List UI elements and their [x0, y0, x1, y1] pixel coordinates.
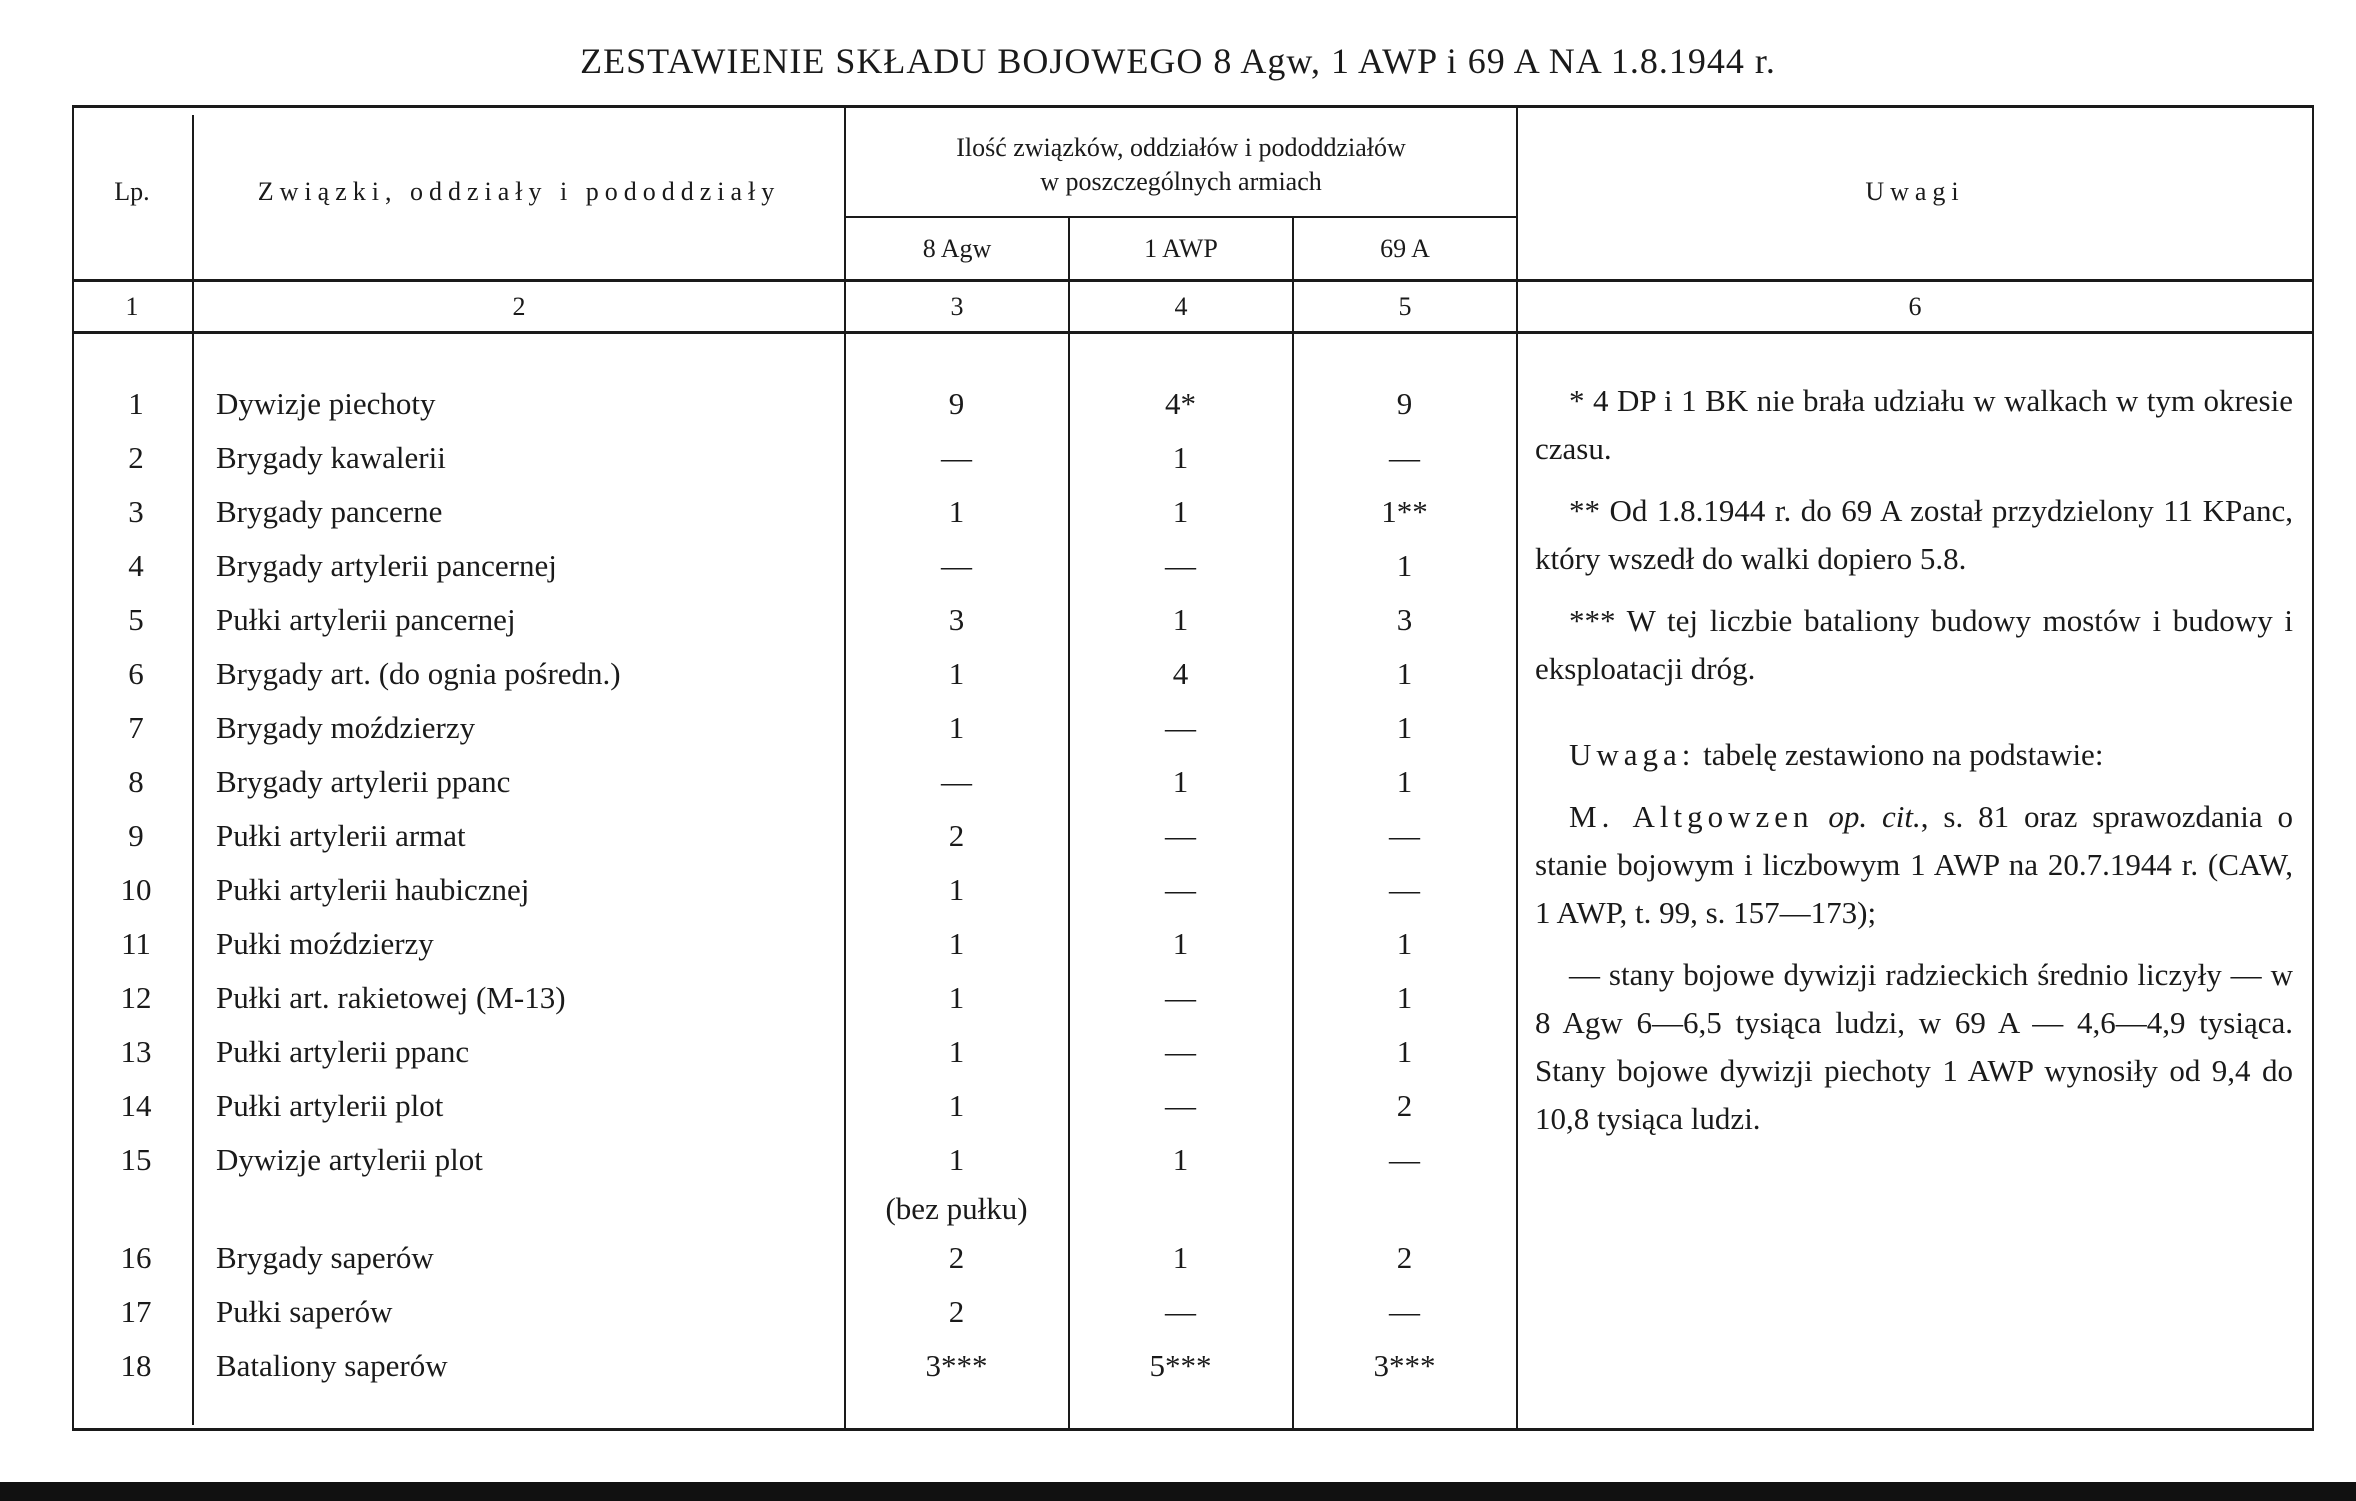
row-count-1awp: 4 — [1172, 656, 1189, 691]
row-count-69a: 2 — [1396, 1088, 1413, 1123]
row-lp: 15 — [120, 1142, 152, 1177]
header-units: Związki, oddziały i pododdziały — [257, 177, 781, 206]
row-lp: 18 — [120, 1348, 152, 1383]
column-number: 3 — [950, 291, 964, 321]
page-bottom-edge — [0, 1482, 2356, 1501]
table-row — [72, 647, 1517, 701]
row-count-1awp: — — [1165, 872, 1196, 907]
row-count-69a: 2 — [1396, 1240, 1413, 1275]
row-count-8agw: 1 — [948, 980, 965, 1015]
header-count-group — [846, 125, 1516, 205]
row-unit-name: Pułki artylerii armat — [216, 818, 466, 853]
row-count-8agw: 2 — [948, 1240, 965, 1275]
row-count-69a: 3 — [1396, 602, 1413, 637]
row-count-69a: 1 — [1396, 710, 1413, 745]
row-count-1awp: 1 — [1172, 764, 1189, 799]
column-number: 4 — [1174, 291, 1188, 321]
table-row — [72, 809, 1517, 863]
row-count-1awp: — — [1165, 980, 1196, 1015]
row-lp: 8 — [128, 764, 144, 799]
row-count-1awp: 5*** — [1149, 1348, 1212, 1383]
row-count-8agw: 1 — [948, 1142, 965, 1177]
table-row — [72, 917, 1517, 971]
row-count-8agw: 1 — [948, 494, 965, 529]
table-row — [72, 1025, 1517, 1079]
row-count-1awp: 4* — [1165, 386, 1196, 421]
row-count-69a: 1 — [1396, 656, 1413, 691]
row-count-1awp: — — [1165, 710, 1196, 745]
page-title: ZESTAWIENIE SKŁADU BOJOWEGO 8 Agw, 1 AWP i 69 A NA 1.8.1944 r. — [580, 41, 1776, 81]
row-count-8agw: 1 — [948, 926, 965, 961]
row-unit-name: Brygady pancerne — [216, 494, 443, 529]
table-row — [72, 755, 1517, 809]
table-row — [72, 1231, 1517, 1285]
row-count-1awp: 1 — [1172, 440, 1189, 475]
column-number: 1 — [125, 291, 139, 321]
row-unit-name: Pułki artylerii ppanc — [216, 1034, 470, 1069]
row-count-1awp: — — [1165, 1294, 1196, 1329]
row-unit-name: Dywizje piechoty — [216, 386, 436, 421]
row-count-1awp: 1 — [1172, 602, 1189, 637]
row-unit-name: Pułki moździerzy — [216, 926, 434, 961]
table-right-rule — [2312, 105, 2314, 1431]
row-unit-name: Brygady art. (do ognia pośredn.) — [216, 656, 621, 691]
row-unit-name: Bataliony saperów — [216, 1348, 448, 1383]
table-row — [72, 1339, 1517, 1393]
row-unit-name: Brygady saperów — [216, 1240, 434, 1275]
row-count-8agw: — — [941, 764, 972, 799]
notes-column — [1535, 377, 2293, 1157]
row-count-69a: — — [1389, 818, 1420, 853]
header-count-line2: w poszczególnych armiach — [1040, 167, 1322, 196]
row-count-1awp: 1 — [1172, 494, 1189, 529]
footnote-1: * 4 DP i 1 BK nie brała udziału w walkach w tym okresie czasu. — [1535, 383, 2293, 466]
row-lp: 11 — [121, 926, 151, 961]
header-lp: Lp. — [114, 177, 150, 206]
row-lp: 16 — [120, 1240, 152, 1275]
table-row — [72, 1285, 1517, 1339]
table-row — [72, 539, 1517, 593]
row-unit-name: Pułki art. rakietowej (M-13) — [216, 980, 566, 1015]
row-unit-name: Dywizje artylerii plot — [216, 1142, 483, 1177]
row-lp: 10 — [120, 872, 152, 907]
row-unit-name: Brygady artylerii pancernej — [216, 548, 557, 583]
header-army-69a: 69 A — [1380, 234, 1430, 263]
row-count-1awp: 1 — [1172, 926, 1189, 961]
footnote-2: ** Od 1.8.1944 r. do 69 A został przydzielony 11 KPanc, który wszedł do walki dopiero 5.8. — [1535, 493, 2293, 576]
table-row — [72, 863, 1517, 917]
row-count-69a: 1 — [1396, 764, 1413, 799]
row-lp: 14 — [120, 1088, 152, 1123]
row-count-1awp: — — [1165, 1034, 1196, 1069]
row-count-8agw: 1 — [948, 710, 965, 745]
row-unit-name: Brygady moździerzy — [216, 710, 476, 745]
row-count-69a: 1** — [1381, 494, 1428, 529]
header-notes: Uwagi — [1865, 177, 1965, 206]
row-count-69a: 1 — [1396, 980, 1413, 1015]
table-row — [72, 701, 1517, 755]
row-count-1awp: 1 — [1172, 1142, 1189, 1177]
row-lp: 12 — [120, 980, 152, 1015]
column-number: 2 — [512, 291, 526, 321]
row-lp: 6 — [128, 656, 144, 691]
row-count-8agw: 1 — [948, 656, 965, 691]
row-count-1awp: — — [1165, 548, 1196, 583]
table-row — [72, 971, 1517, 1025]
row-lp: 7 — [128, 710, 144, 745]
table-bottom-rule — [72, 1428, 2314, 1431]
row-unit-name: Pułki artylerii pancernej — [216, 602, 516, 637]
row-count-8agw: 3 — [948, 602, 965, 637]
table-row — [72, 1079, 1517, 1133]
column-number: 5 — [1398, 291, 1412, 321]
group-header-rule — [844, 216, 1516, 218]
row-unit-name: Brygady kawalerii — [216, 440, 446, 475]
row-count-69a: 1 — [1396, 926, 1413, 961]
row-lp: 3 — [128, 494, 144, 529]
table-row — [72, 1133, 1517, 1187]
row-count-8agw: 9 — [948, 386, 965, 421]
row-15-subnote: (bez pułku) — [885, 1191, 1028, 1226]
row-count-69a: 1 — [1396, 548, 1413, 583]
source-remark-text: tabelę zestawiono na podstawie: — [1695, 737, 2104, 772]
table-row — [72, 485, 1517, 539]
footnote-3: *** W tej liczbie bataliony budowy mostów i budowy i eksploatacji dróg. — [1535, 603, 2293, 686]
row-lp: 17 — [120, 1294, 152, 1329]
row-count-8agw: — — [941, 440, 972, 475]
row-count-69a: — — [1389, 1142, 1420, 1177]
combat-strength-note: — stany bojowe dywizji radzieckich średnio liczyły — w 8 Agw 6—6,5 tysiąca ludzi, w 69 A — 4,6—4,9 tysiąca. Stany bojowe dywizji piechoty 1 AWP wynosiły od 9,4 do 10,8 tysiąca ludzi. — [1535, 957, 2293, 1136]
source-remark — [1535, 731, 2293, 779]
row-count-1awp: — — [1165, 1088, 1196, 1123]
row-count-8agw: 1 — [948, 1088, 965, 1123]
row-count-8agw: 1 — [948, 1034, 965, 1069]
row-count-1awp: 1 — [1172, 1240, 1189, 1275]
row-lp: 4 — [128, 548, 144, 583]
source-details: , s. 81 oraz sprawozdania o stanie bojowym i liczbowym 1 AWP na 20.7.1944 r. (CAW, 1 AWP, t. 99, s. 157—173); — [1535, 799, 2294, 930]
source-opcit: op. cit. — [1828, 799, 1921, 834]
row-unit-name: Pułki artylerii plot — [216, 1088, 444, 1123]
row-count-69a: 1 — [1396, 1034, 1413, 1069]
row-count-8agw: 2 — [948, 1294, 965, 1329]
row-lp: 2 — [128, 440, 144, 475]
composition-table — [72, 105, 2314, 1431]
table-row — [72, 377, 1517, 431]
column-number-rule — [72, 331, 2314, 334]
row-count-8agw: — — [941, 548, 972, 583]
row-count-69a: 3*** — [1373, 1348, 1436, 1383]
header-army-8agw: 8 Agw — [922, 234, 992, 263]
row-lp: 13 — [120, 1034, 152, 1069]
row-count-69a: — — [1389, 872, 1420, 907]
row-unit-name: Brygady artylerii ppanc — [216, 764, 511, 799]
row-unit-name: Pułki saperów — [216, 1294, 393, 1329]
row-count-69a: 9 — [1396, 386, 1413, 421]
row-unit-name: Pułki artylerii haubicznej — [216, 872, 530, 907]
row-lp: 9 — [128, 818, 144, 853]
row-count-8agw: 3*** — [925, 1348, 988, 1383]
table-row — [72, 431, 1517, 485]
column-number: 6 — [1908, 291, 1922, 321]
row-count-8agw: 2 — [948, 818, 965, 853]
table-row — [72, 593, 1517, 647]
row-lp: 5 — [128, 602, 144, 637]
source-citation — [1535, 793, 2293, 937]
row-count-8agw: 1 — [948, 872, 965, 907]
header-count-line1: Ilość związków, oddziałów i pododdziałów — [956, 133, 1406, 162]
row-lp: 1 — [128, 386, 144, 421]
header-army-1awp: 1 AWP — [1144, 234, 1218, 263]
row-count-69a: — — [1389, 440, 1420, 475]
source-author: M. Altgowzen — [1569, 799, 1814, 834]
row-count-69a: — — [1389, 1294, 1420, 1329]
source-remark-label: Uwaga: — [1569, 737, 1696, 772]
row-count-1awp: — — [1165, 818, 1196, 853]
